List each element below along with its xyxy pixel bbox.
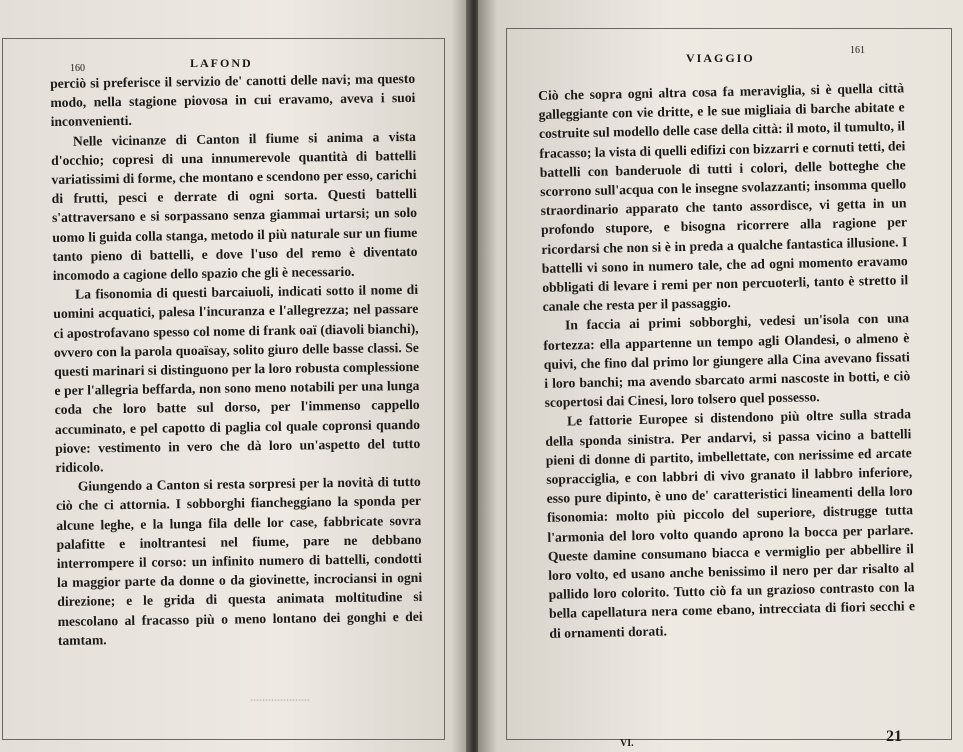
paragraph: perciò si preferisce il servizio de' canotti delle navi; ma questo modo, nella stagione piovosa in cui eravamo, aveva i suoi inconvenienti. (50, 70, 416, 130)
left-page (0, 0, 470, 752)
signature-mark: VI. (620, 738, 634, 749)
show-through-text: .................... (250, 690, 310, 704)
paragraph: La fisonomia di questi barcaiuoli, indicati sotto il nome di uomini acquatici, palesa l'incuranza e l'allegrezza; nel passare ci apostrofavano spesso col nome di frank oaï (diavoli bianchi), ovvero con la parola quoaïsay, solito giuro delle basse classi. Se questi marinari si distinguono per la loro robusta complessione e per l'allegria beffarda, non sono meno notabili per una lunga coda che loro batte sul dorso, per l'immenso cappello accuminato, e pel capotto di paglia col quale copronsi quando piove: vestimento in vero che dà loro un'aspetto del tutto ridicolo. (53, 282, 421, 476)
page-number: 160 (70, 63, 85, 74)
paragraph: Ciò che sopra ogni altra cosa fa meraviglia, si è quella città galleggiante con vie dritte, e le sue migliaia di barche abitate e costruite sul modello delle case della città: il moto, il tumulto, il fracasso; la vista di quelli edifizi con bizzarri e cornuti tetti, dei battelli con banderuole di tutti i colori, delle botteghe che scorrono sull'acqua con le insegne svolazzanti; insomma quello straordinario apparato che tanto assordisce, vi getta in un profondo stupore, e bisogna ricorrere alla ragione per ricordarsi che non si è in preda a qualche fantastica illusione. I battelli vi sono in numero tale, che ad ogni momento eravamo obbligati di levare i remi per non percuoterli, tanto è stretto il canale che resta per il passaggio. (538, 80, 909, 315)
paragraph: Le fattorie Europee si distendono più oltre sulla strada della sponda sinistra. Per andarvi, si passa vicino a battelli pieni di donne di partito, imbellettate, con nerissime ed arcate sopracciglia, e con labbri di vivo granato il labbro inferiore, esso pure dipinto, è uno de' caratteristici lineamenti della loro fisonomia: molto più piccolo del superiore, distrugge tutta l'armonia del loro volto quando aprono la bocca per parlare. Queste damine consumano biacca e vermiglio per abbellire il loro volto, ed usano anche benissimo il nero per dar risalto al pallido loro colorito. Tutto ciò fa un grazioso contrasto con la bella capellatura nera come ebano, intrecciata di fiori secchi e di ornamenti dorati. (545, 406, 916, 641)
right-page (478, 0, 963, 752)
paragraph: Nelle vicinanze di Canton il fiume si anima a vista d'occhio; copresi di una innumerevole quantità di battelli variatissimi di forme, che montano e scendono per esso, carichi di frutti, pesci e derrate di ogni sorta. Questi battelli s'attraversano e si sorpassano senza giammai urtarsi; un solo uomo li guida colla stanga, metodo il più naturale sur un fiume tanto pieno di battelli, e dove l'uso del remo è diventato incomodo a cagione dello spazio che gli è necessario. (51, 128, 418, 284)
paragraph: In faccia ai primi sobborghi, vedesi un'isola con una fortezza: ella appartenne un tempo agli Olandesi, o almeno è quivi, che fino dal primo lor giungere alla Cina avevano fissati i loro banchi; ma avendo sbarcato armi nascoste in botti, e ciò scopertosi dai Cinesi, loro tolsero quel possesso. (543, 310, 911, 411)
running-head: VIAGGIO (686, 51, 755, 65)
gathering-number: 21 (886, 728, 902, 745)
paragraph: Giungendo a Canton si resta sorpresi per la novità di tutto ciò che ci attornia. I sobborghi fiancheggiano la sponda per alcune leghe, e la lunga fila delle lor case, fabbricate sovra palafitte e inoltrantesi nel fiume, pare ne debbano interrompere il corso: un infinito numero di battelli, condotti la maggior parte da donne o da giovinette, incrociansi in ogni direzione; e le grida di questa animata moltitudine si mescolano al fracasso più o meno lontano dei gonghi e dei tamtam. (55, 474, 423, 648)
page-body (50, 69, 423, 650)
running-head: LAFOND (190, 56, 253, 70)
page-body (538, 78, 916, 642)
page-number: 161 (850, 45, 865, 56)
